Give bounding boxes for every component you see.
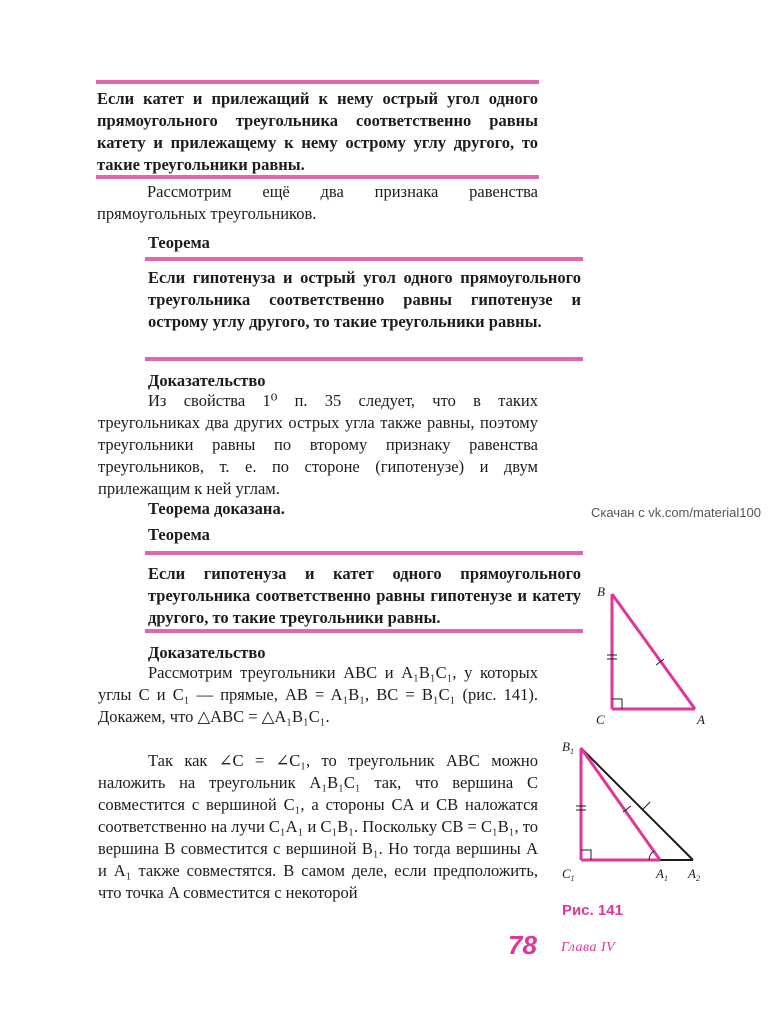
figure-141 [560, 580, 740, 900]
theorem2-proof-paragraph-1: Рассмотрим треугольники ABC и A₁B₁C₁, у которых углы C и C₁ — прямые, AB = A₁B₁, BC = B₁C₁ (рис. 141). Докажем, что △ABC = △A₁B₁C₁. [98, 663, 538, 726]
theorem2-top-bar [145, 551, 583, 555]
side-b1a2 [581, 748, 693, 860]
box1-bottom-bar [96, 175, 539, 179]
theorem2-proof-paragraph-2: Так как ∠C = ∠C₁, то треугольник ABC можно наложить на треугольник A₁B₁C₁ так, что вершина C совместится с вершиной C₁, а стороны CA и CB наложатся соответственно на лучи C₁A₁ и C₁B₁. Поскольку CB = C₁B₁, то вершина B совместится с вершиной B₁. Но тогда вершины A и A₁ также совместятся. В самом деле, если предположить, что точка A совместится с некоторой [98, 751, 538, 902]
theorem1-bottom-bar [145, 357, 583, 361]
theorem2-bottom-bar [145, 629, 583, 633]
label-c: C [596, 712, 605, 727]
label-b: B [597, 584, 605, 599]
intro-paragraph: Рассмотрим ещё два признака равенства прямоугольных треугольников. [97, 182, 538, 223]
watermark-text: Скачан с vk.com/material100 [591, 505, 761, 520]
page-number: 78 [508, 930, 537, 960]
figure-caption: Рис. 141 [562, 902, 623, 919]
theorem1-statement: Если гипотенуза и острый угол одного прямоугольного треугольника соответственно равны гипотенузе и острому углу другого, то такие треугольники равны. [148, 268, 581, 331]
theorem1-proved: Теорема доказана. [148, 499, 285, 518]
chapter-label: Глава IV [561, 940, 616, 955]
tick-b1a2 [643, 802, 650, 809]
theorem1-top-bar [145, 257, 583, 261]
theorem1-heading: Теорема [148, 233, 210, 252]
label-c1: $C_1$ [562, 866, 575, 883]
theorem2-heading: Теорема [148, 525, 210, 544]
box1-top-bar [96, 80, 539, 84]
side-ab [612, 594, 695, 709]
label-a2: $A_2$ [688, 866, 700, 883]
theorem2-statement: Если гипотенуза и катет одного прямоугольного треугольника соответственно равны гипотенузе и катету другого, то такие треугольники равны. [148, 564, 581, 627]
theorem2-proof-heading: Доказательство [148, 643, 266, 662]
theorem1-proof-text: Из свойства 1⁰ п. 35 следует, что в таких треугольниках два других острых угла также равны, поэтому треугольники равны по второму признаку равенства треугольников, т. е. по стороне (гипотенузе) и двум прилежащим к ней углам. [98, 391, 538, 498]
label-a: A [697, 712, 705, 727]
label-b1: $B_1$ [562, 739, 574, 756]
label-a1: $A_1$ [656, 866, 668, 883]
triangle-a1b1c1 [562, 739, 700, 883]
triangle-abc [596, 584, 705, 727]
theorem1-proof-heading: Доказательство [148, 371, 266, 390]
box1-statement: Если катет и прилежащий к нему острый угол одного прямоугольного треугольника соответственно равны катету и прилежащему к нему острому углу другого, то такие треугольники равны. [97, 89, 538, 174]
